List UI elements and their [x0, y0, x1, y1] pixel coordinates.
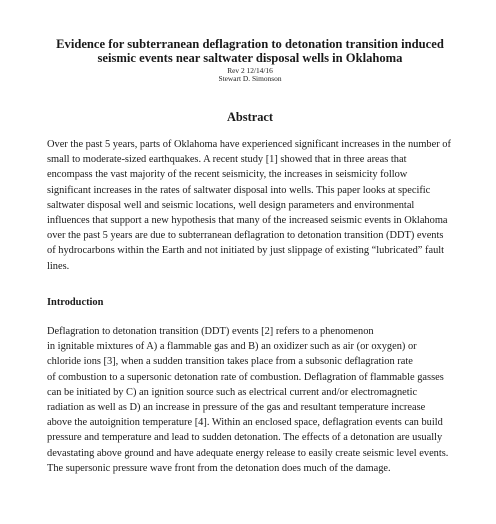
introduction-paragraph [47, 324, 467, 476]
abstract-line: over the past 5 years are due to subterranean deflagration to detonation transition (DDT) events [47, 230, 444, 242]
abstract-line: Over the past 5 years, parts of Oklahoma have experienced significant increases in the number of [47, 139, 451, 150]
paper-title [40, 37, 460, 65]
abstract-line: encompass the vast majority of the recent seismicity, the increases in seismicity follow [47, 169, 408, 181]
abstract-line: of hydrocarbons within the Earth and not initiated by just slippage of existing “lubricated” fault [47, 245, 445, 257]
paper-title-line: seismic events near saltwater disposal wells in Oklahoma [97, 51, 403, 65]
author-name: Stewart D. Simonson [218, 74, 282, 83]
abstract-line: saltwater disposal well and seismic locations, well design parameters and environmental [47, 199, 415, 211]
introduction-line: The supersonic pressure wave front from the detonation does much of the damage. [47, 462, 391, 474]
revision-label: Rev 2 12/14/16 [227, 66, 273, 75]
introduction-line: pressure and temperature and lead to sudden detonation. The effects of a detonation are usually [47, 432, 443, 444]
introduction-line: Deflagration to detonation transition (DDT) events [2] refers to a phenomenon [47, 326, 374, 337]
introduction-line: can be initiated by C) an ignition source such as electrical current and/or electromagnetic [47, 386, 418, 398]
introduction-line: radiation as well as D) an increase in pressure of the gas and resultant temperature increase [47, 402, 426, 414]
introduction-line: devastating above ground and have adequate energy release to easily create seismic level events. [47, 447, 449, 459]
introduction-line: above the autoignition temperature [4]. Within an enclosed space, deflagration events can build [47, 417, 443, 429]
introduction-heading: Introduction [47, 297, 104, 308]
abstract-line: small to moderate-sized earthquakes. A recent study [1] showed that in three areas that [47, 154, 407, 166]
paper-title-line: Evidence for subterranean deflagration to detonation transition induced [56, 37, 444, 51]
abstract-line: lines. [47, 260, 70, 272]
abstract-line: influences that support a new hypothesis that many of the increased seismic events in Oklahoma [47, 215, 448, 227]
introduction-line: chloride ions [3], when a sudden transition takes place from a subsonic deflagration rate [47, 356, 413, 368]
introduction-line: of combustion to a supersonic detonation rate of combustion. Deflagration of flammable gasses [47, 371, 444, 383]
abstract-heading: Abstract [226, 110, 274, 124]
abstract-line: significant increases in the rates of saltwater disposal into wells. This paper looks at specific [47, 184, 431, 196]
introduction-line: in ignitable mixtures of A) a flammable gas and B) an oxidizer such as air (or oxygen) or [47, 341, 417, 353]
abstract-paragraph [47, 137, 467, 274]
